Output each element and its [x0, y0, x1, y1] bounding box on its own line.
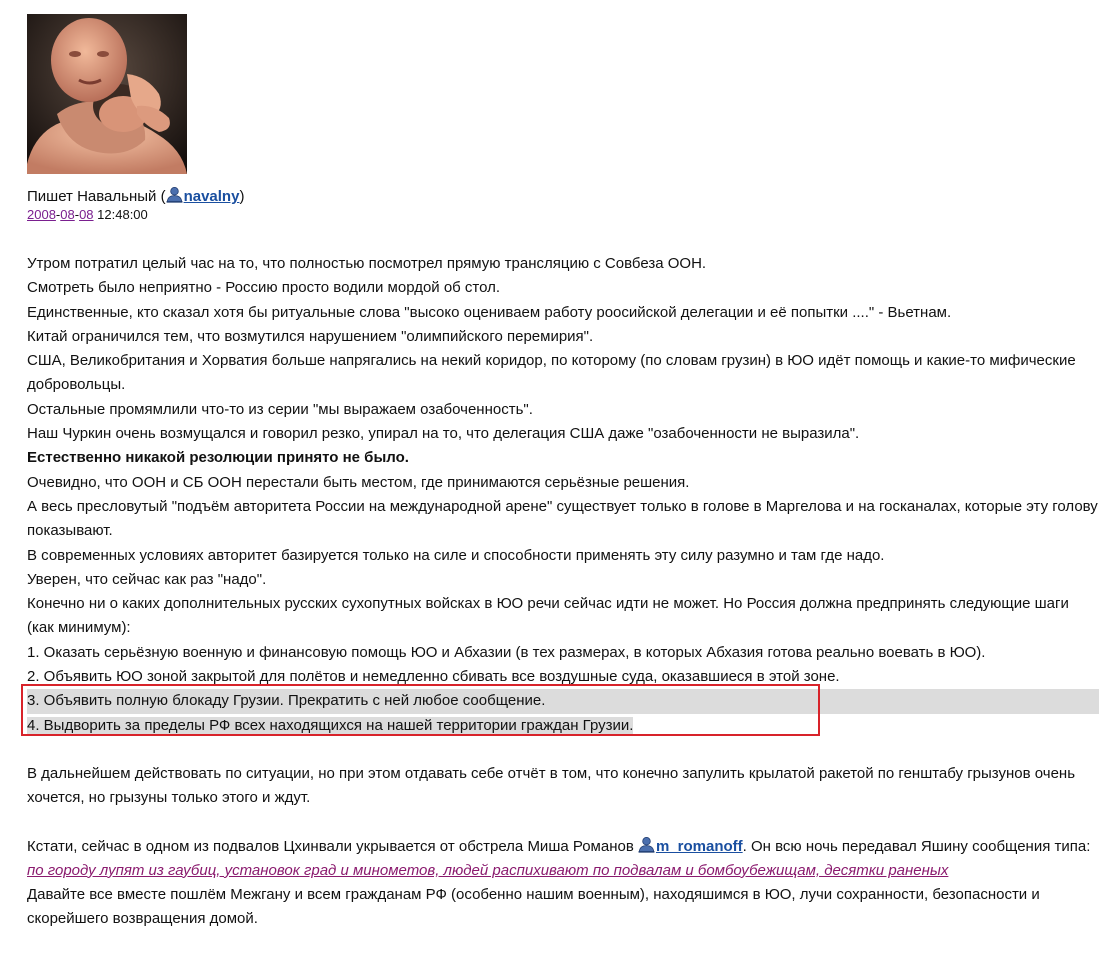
paragraph-gap	[27, 738, 1099, 762]
post-time: 12:48:00	[93, 207, 148, 222]
post-byline	[27, 186, 244, 206]
mention-after: . Он всю ночь передавал Яшину сообщения типа:	[742, 837, 1091, 855]
list-item: 2. Объявить ЮО зоной закрытой для полётов и немедленно сбивать все воздушные суда, оказавшиеся в этой зоне.	[27, 668, 840, 686]
post-paragraph: В дальнейшем действовать по ситуации, но при этом отдавать себе отчёт в том, что конечно запулить крылатой ракетой по генштабу грызунов очень хочется, но грызуны только этого и ждут.	[27, 764, 1076, 807]
mention-paragraph	[27, 835, 1099, 859]
post-paragraph: Китай ограничился тем, что возмутился нарушением "олимпийского перемирия".	[27, 327, 594, 345]
post-paragraph: Утром потратил целый час на то, что полностью посмотрел прямую трансляцию с Совбеза ООН.	[27, 255, 707, 272]
post-body	[27, 252, 1099, 932]
date-separator: -	[74, 207, 80, 222]
post-paragraph: Единственные, кто сказал хотя бы ритуальные слова "высоко оцениваем работу роосийской делегации и её попытки ...." - Вьетнам.	[27, 303, 952, 321]
post-paragraph: Очевидно, что ООН и СБ ООН перестали быть местом, где принимаются серьёзные решения.	[27, 473, 690, 491]
author-username-link[interactable]: navalny	[183, 188, 240, 205]
post-paragraph: Конечно ни о каких дополнительных русских сухопутных войсках в ЮО речи сейчас идти не может. Но Россия должна предпринять следующие шаги (как минимум):	[27, 595, 1069, 637]
author-avatar[interactable]	[27, 14, 187, 174]
paragraph-gap	[27, 811, 1099, 835]
list-item-highlighted: 3. Объявить полную блокаду Грузии. Прекратить с ней любое сообщение.	[27, 689, 1099, 713]
byline-prefix: Пишет Навальный (	[27, 188, 166, 205]
post-bold-statement: Естественно никакой резолюции принято не было.	[27, 449, 409, 467]
quote-paragraph	[27, 859, 1099, 883]
list-item-highlighted	[27, 714, 1099, 738]
closing-paragraph: Давайте все вместе пошлём Межгану и всем гражданам РФ (особенно нашим военным), находяшимся в ЮО, лучи сохранности, безопасности и скорейшего возвращения домой.	[27, 886, 1040, 928]
user-head-icon[interactable]	[638, 836, 655, 853]
user-head-icon[interactable]	[166, 186, 183, 203]
list-item: 1. Оказать серьёзную военную и финансовую помощь ЮО и Абхазии (в тех размерах, в которых Абхазия готова реально воевать в ЮО).	[27, 643, 986, 661]
highlighted-text: 4. Выдворить за пределы РФ всех находящихся на нашей территории граждан Грузии.	[27, 716, 634, 734]
post-paragraph: В современных условиях авторитет базируется только на силе и способности применять эту силу разумно и там где надо.	[27, 546, 885, 564]
date-year-link[interactable]: 2008	[27, 207, 56, 222]
byline-suffix: )	[239, 188, 245, 205]
date-day-link[interactable]: 08	[79, 207, 94, 222]
post-paragraph: Смотреть было неприятно - Россию просто водили мордой об стол.	[27, 279, 501, 297]
mention-before: Кстати, сейчас в одном из подвалов Цхинвали укрывается от обстрела Миша Романов	[27, 837, 638, 855]
mentioned-username-link[interactable]: m_romanoff	[655, 837, 743, 855]
quote-link[interactable]: по городу лупят из гаубиц, установок град и минометов, людей распихивают по подвалам и бомбоубежищам, десятки раненых	[27, 861, 949, 879]
post-paragraph: Наш Чуркин очень возмущался и говорил резко, упирал на то, что делегация США даже "озабоченности не выразила".	[27, 425, 860, 443]
post-date	[27, 207, 148, 223]
post-paragraph: А весь пресловутый "подъём авторитета России на международной арене" существует только в голове в Маргелова и на госканалах, которые эту голову показывают.	[27, 497, 1098, 540]
post-paragraph: Уверен, что сейчас как раз "надо".	[27, 570, 267, 588]
date-separator: -	[55, 207, 61, 222]
avatar-photo	[27, 14, 187, 174]
date-month-link[interactable]: 08	[60, 207, 75, 222]
post-paragraph: Остальные промямлили что-то из серии "мы выражаем озабоченность".	[27, 400, 533, 418]
post-paragraph: США, Великобритания и Хорватия больше напрягались на некий коридор, по которому (по словам грузин) в ЮО идёт помощь и какие-то мифические добровольцы.	[27, 352, 1076, 394]
